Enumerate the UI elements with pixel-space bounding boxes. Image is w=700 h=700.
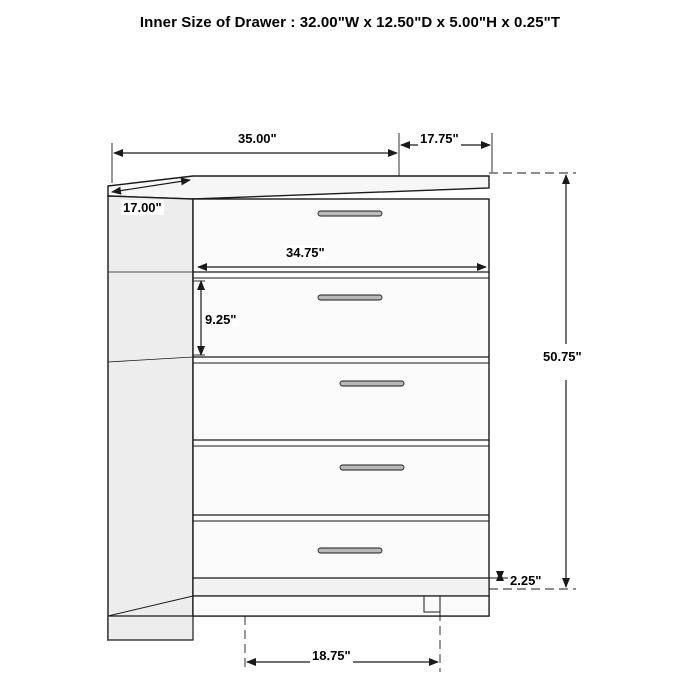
base-front [193,596,489,616]
dim-label-overall-height: 50.75" [543,349,582,364]
chest-top-panel [108,176,489,199]
dim-label-top-width: 35.00" [238,131,277,146]
dim-label-drawer-width: 34.75" [286,245,325,260]
dim-label-drawer-height: 9.25" [205,312,237,327]
page-title: Inner Size of Drawer : 32.00"W x 12.50"D x 5.00"H x 0.25"T [139,14,561,31]
drawer-handle-2 [318,295,382,300]
drawer-handle-1 [318,211,382,216]
drawer-handle-4 [340,465,404,470]
dim-label-top-depth: 17.75" [420,131,459,146]
dim-label-base-width: 18.75" [312,648,351,663]
chest-left-side [108,196,193,640]
dim-label-side-depth: 17.00" [123,200,162,215]
dim-label-leg-height: 2.25" [510,573,542,588]
drawer-handle-5 [318,548,382,553]
base-left-side [108,616,193,640]
base-rail [193,578,489,596]
drawer-handle-3 [340,381,404,386]
